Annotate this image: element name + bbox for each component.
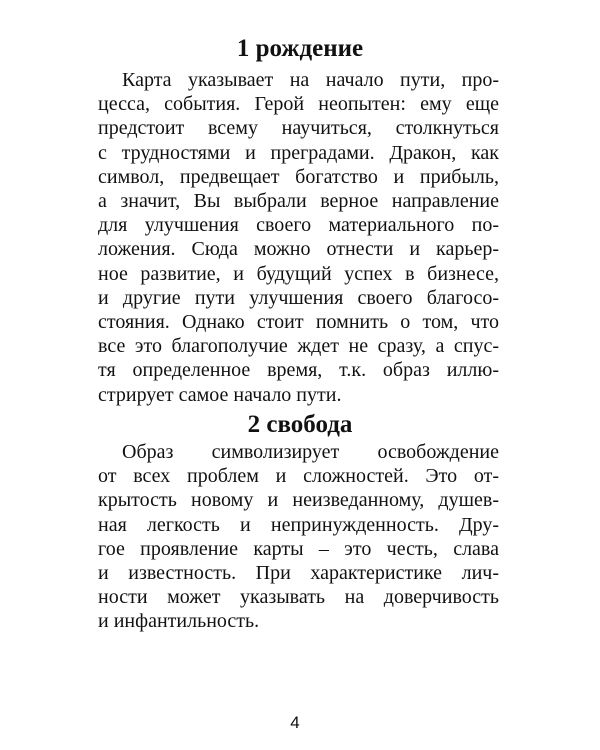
text-line: тя определенное время, т.к. образ иллю- [98, 359, 499, 382]
text-line: крытость новому и неизведанному, душев- [98, 489, 499, 512]
text-line: гое проявление карты – это честь, слава [98, 537, 499, 560]
section-body-freedom [98, 440, 499, 634]
section-heading-freedom: 2 свобода [247, 411, 353, 438]
text-line: стрирует самое начало пути. [98, 383, 342, 406]
text-line: ности может указывать на доверчивость [98, 586, 499, 609]
text-line: ная легкость и непринужденность. Дру- [98, 513, 499, 536]
text-line: все это благополучие ждет не сразу, а спус- [98, 335, 499, 358]
page-number: 4 [290, 713, 300, 732]
text-line: ное развитие, и будущий успех в бизнесе, [98, 262, 499, 285]
text-line: предстоит всему научиться, столкнуться [98, 117, 499, 140]
text-line: с трудностями и преградами. Дракон, как [98, 141, 499, 164]
text-line: Карта указывает на начало пути, про- [122, 69, 499, 91]
text-line: а значит, Вы выбрали верное направление [98, 190, 499, 213]
section-body-birth [98, 68, 499, 407]
text-line: цесса, события. Герой неопытен: ему еще [98, 93, 499, 116]
section-heading-birth: 1 рождение [236, 35, 364, 62]
text-line: от всех проблем и сложностей. Это от- [98, 465, 499, 488]
text-line: и известность. При характеристике лич- [98, 562, 499, 585]
text-line: символ, предвещает богатство и прибыль, [98, 165, 499, 188]
text-line: и инфантильность. [98, 610, 260, 633]
text-line: Образ символизирует освобождение [122, 441, 499, 463]
text-line: стояния. Однако стоит помнить о том, что [98, 311, 499, 334]
text-line: и другие пути улучшения своего благосо- [98, 286, 499, 309]
text-line: ложения. Сюда можно отнести и карьер- [98, 238, 499, 261]
text-line: для улучшения своего материального по- [98, 214, 499, 237]
